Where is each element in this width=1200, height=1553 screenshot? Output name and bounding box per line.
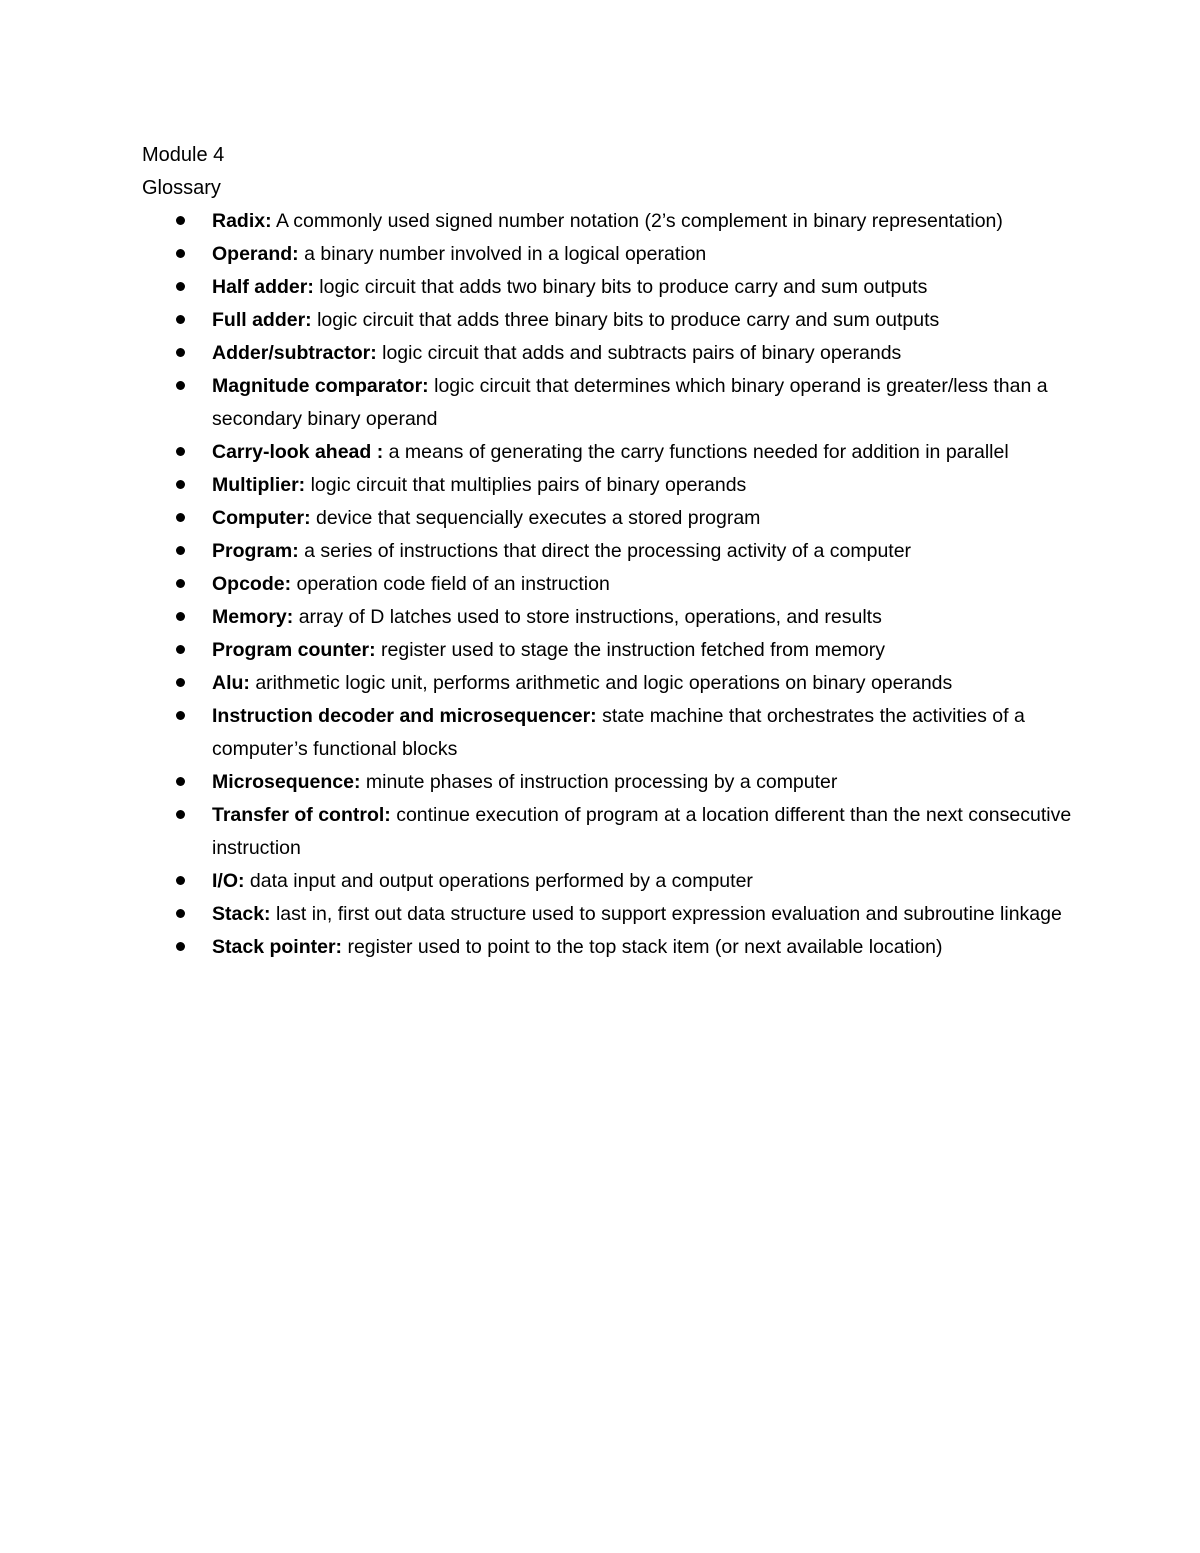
glossary-item — [142, 931, 1082, 964]
glossary-term: Operand: — [212, 243, 299, 265]
glossary-definition: device that sequencially executes a stored program — [310, 507, 761, 529]
glossary-definition: a series of instructions that direct the processing activity of a computer — [298, 540, 912, 562]
glossary-term: Transfer of control: — [212, 804, 391, 826]
glossary-term: Program counter: — [212, 639, 376, 661]
glossary-definition: register used to point to the top stack item (or next available location) — [342, 936, 943, 958]
bullet-icon — [176, 546, 185, 555]
glossary-item — [142, 502, 1082, 535]
glossary-term: Instruction decoder and microsequencer: — [212, 705, 597, 727]
glossary-item — [142, 799, 1082, 865]
glossary-term: Memory: — [212, 606, 294, 628]
glossary-definition: logic circuit that multiplies pairs of binary operands — [305, 474, 747, 496]
glossary-term: Program: — [212, 540, 299, 562]
bullet-icon — [176, 249, 185, 258]
glossary-item — [142, 568, 1082, 601]
glossary-item — [142, 634, 1082, 667]
bullet-icon — [176, 348, 185, 357]
bullet-icon — [176, 480, 185, 489]
bullet-icon — [176, 447, 185, 456]
bullet-icon — [176, 909, 185, 918]
bullet-icon — [176, 612, 185, 621]
glossary-list — [142, 205, 1082, 964]
document-subtitle: Glossary — [142, 177, 221, 199]
glossary-term: Carry-look ahead : — [212, 441, 384, 463]
glossary-item — [142, 535, 1082, 568]
glossary-term: I/O: — [212, 870, 245, 892]
glossary-definition: a means of generating the carry functions needed for addition in parallel — [383, 441, 1009, 463]
glossary-definition: logic circuit that adds two binary bits to produce carry and sum outputs — [313, 276, 928, 298]
bullet-icon — [176, 513, 185, 522]
bullet-icon — [176, 678, 185, 687]
glossary-term: Opcode: — [212, 573, 292, 595]
glossary-term: Radix: — [212, 210, 272, 232]
glossary-definition: state machine that orchestrates the activities of a computer’s functional blocks — [212, 705, 1025, 760]
glossary-item — [142, 766, 1082, 799]
bullet-icon — [176, 711, 185, 720]
glossary-item — [142, 601, 1082, 634]
glossary-term: Microsequence: — [212, 771, 361, 793]
glossary-item — [142, 667, 1082, 700]
glossary-item — [142, 898, 1082, 931]
glossary-definition: logic circuit that determines which binary operand is greater/less than a secondary binary operand — [212, 375, 1048, 430]
glossary-term: Adder/subtractor: — [212, 342, 377, 364]
glossary-term: Stack: — [212, 903, 271, 925]
glossary-term: Half adder: — [212, 276, 314, 298]
glossary-definition: logic circuit that adds and subtracts pairs of binary operands — [376, 342, 902, 364]
glossary-definition: last in, first out data structure used to support expression evaluation and subroutine linkage — [270, 903, 1062, 925]
glossary-term: Multiplier: — [212, 474, 306, 496]
bullet-icon — [176, 216, 185, 225]
glossary-term: Computer: — [212, 507, 311, 529]
glossary-term: Full adder: — [212, 309, 312, 331]
bullet-icon — [176, 579, 185, 588]
glossary-item — [142, 238, 1082, 271]
bullet-icon — [176, 381, 185, 390]
document-title: Module 4 — [142, 144, 225, 166]
bullet-icon — [176, 282, 185, 291]
glossary-definition: minute phases of instruction processing by a computer — [360, 771, 838, 793]
glossary-definition: continue execution of program at a location different than the next consecutive instruction — [212, 804, 1072, 859]
glossary-term: Alu: — [212, 672, 250, 694]
glossary-item — [142, 865, 1082, 898]
bullet-icon — [176, 942, 185, 951]
glossary-definition: arithmetic logic unit, performs arithmetic and logic operations on binary operands — [249, 672, 953, 694]
glossary-term: Magnitude comparator: — [212, 375, 429, 397]
bullet-icon — [176, 810, 185, 819]
glossary-definition: a binary number involved in a logical operation — [298, 243, 707, 265]
bullet-icon — [176, 315, 185, 324]
glossary-definition: data input and output operations performed by a computer — [244, 870, 753, 892]
glossary-term: Stack pointer: — [212, 936, 343, 958]
glossary-item — [142, 205, 1082, 238]
document-page — [142, 139, 1082, 964]
glossary-item — [142, 700, 1082, 766]
bullet-icon — [176, 645, 185, 654]
glossary-item — [142, 304, 1082, 337]
bullet-icon — [176, 777, 185, 786]
glossary-item — [142, 337, 1082, 370]
glossary-definition: register used to stage the instruction fetched from memory — [375, 639, 886, 661]
glossary-item — [142, 370, 1082, 436]
glossary-definition: array of D latches used to store instructions, operations, and results — [293, 606, 882, 628]
glossary-item — [142, 469, 1082, 502]
glossary-definition: operation code field of an instruction — [291, 573, 610, 595]
glossary-item — [142, 436, 1082, 469]
bullet-icon — [176, 876, 185, 885]
glossary-definition: A commonly used signed number notation (2’s complement in binary representation) — [271, 210, 1003, 232]
glossary-item — [142, 271, 1082, 304]
glossary-definition: logic circuit that adds three binary bits to produce carry and sum outputs — [311, 309, 940, 331]
